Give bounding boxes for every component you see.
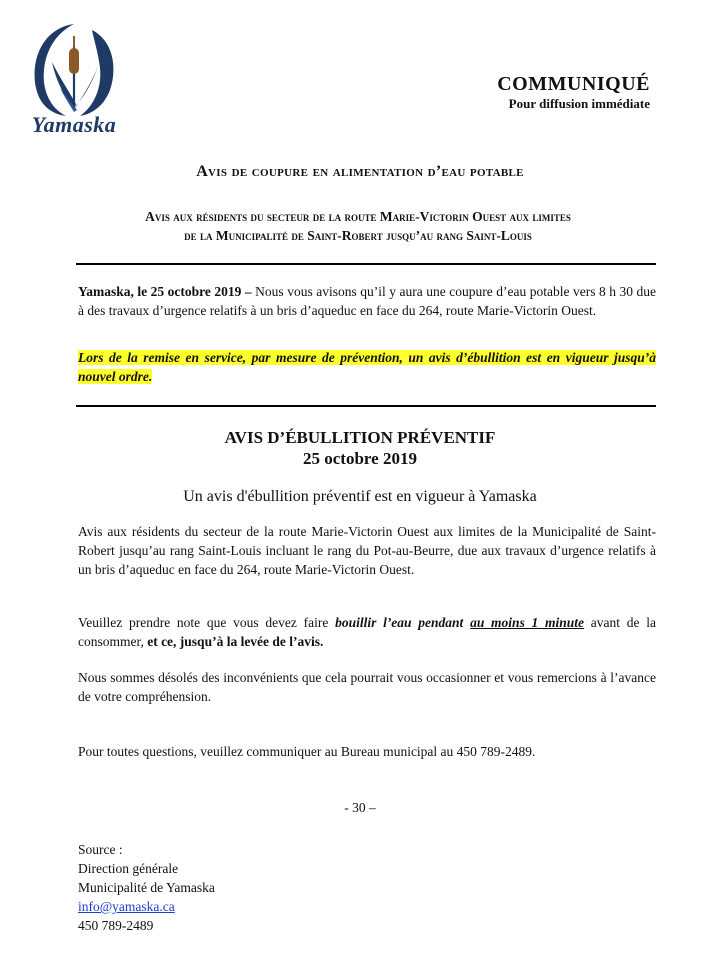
boil-paragraph-4: Pour toutes questions, veuillez communiquer au Bureau municipal au 450 789-2489. (78, 744, 536, 759)
notice-heading: Avis de coupure en alimentation d’eau potable (196, 163, 524, 180)
notice-subheading (80, 207, 636, 245)
communique-title: COMMUNIQUÉ (497, 73, 650, 95)
source-email-link[interactable]: info@yamaska.ca (78, 899, 175, 914)
source-block (78, 840, 215, 935)
notice-lead-body: Nous vous avisons qu’il y aura une coupure d’eau potable vers 8 h 30 due à des travaux d’urgence relatifs à un bris d’aqueduc en face du 264, route Marie-Victorin Ouest. (78, 284, 656, 318)
p2-part-b: bouillir l’eau pendant (335, 615, 464, 630)
boil-paragraph-3: Nous sommes désolés des inconvénients que cela pourrait vous occasionner et vous remercions à l’avance de votre compréhension. (78, 670, 656, 704)
highlight-text: Lors de la remise en service, par mesure de prévention, un avis d’ébullition est en vigueur jusqu’à nouvel ordre. (78, 350, 656, 384)
notice-subheading-line2: de la Municipalité de Saint-Robert jusqu’au rang Saint-Louis (184, 228, 532, 243)
logo-wordmark: Yamaska (31, 112, 117, 137)
source-phone: 450 789-2489 (78, 918, 154, 933)
communique-subtitle: Pour diffusion immédiate (508, 96, 650, 111)
boil-title: AVIS D’ÉBULLITION PRÉVENTIF (224, 428, 496, 447)
boil-date: 25 octobre 2019 (303, 449, 417, 468)
yamaska-logo (22, 18, 126, 150)
p2-part-f: et ce, jusqu’à la levée de l’avis. (147, 634, 324, 649)
notice-lead-paragraph (78, 282, 656, 320)
boil-paragraph-1: Avis aux résidents du secteur de la route Marie-Victorin Ouest aux limites de la Municipalité de Saint-Robert jusqu’au rang Saint-Louis incluant le rang du Pot-au-Beurre, due aux travaux d’urgence relatifs à un bris d’aqueduc en face du 264, route Marie-Victorin Ouest. (78, 524, 656, 577)
divider-bottom (76, 405, 656, 407)
p2-part-e: avant de la consommer, (78, 615, 656, 649)
communique-header (497, 72, 650, 112)
notice-dateline: Yamaska, le 25 octobre 2019 – (78, 284, 252, 299)
source-line2: Municipalité de Yamaska (78, 880, 215, 895)
p2-part-d: au moins 1 minute (470, 615, 585, 630)
boil-paragraph-2 (78, 613, 656, 651)
p2-part-a: Veuillez prendre note que vous devez faire (78, 615, 336, 630)
boil-heading (0, 427, 720, 469)
boil-subtitle: Un avis d'ébullition préventif est en vigueur à Yamaska (183, 488, 537, 505)
page-end-marker: - 30 – (344, 800, 376, 815)
source-label: Source : (78, 842, 123, 857)
divider-top (76, 263, 656, 265)
highlight-paragraph (78, 348, 656, 386)
source-line1: Direction générale (78, 861, 179, 876)
notice-subheading-line1: Avis aux résidents du secteur de la route Marie-Victorin Ouest aux limites (145, 209, 571, 224)
